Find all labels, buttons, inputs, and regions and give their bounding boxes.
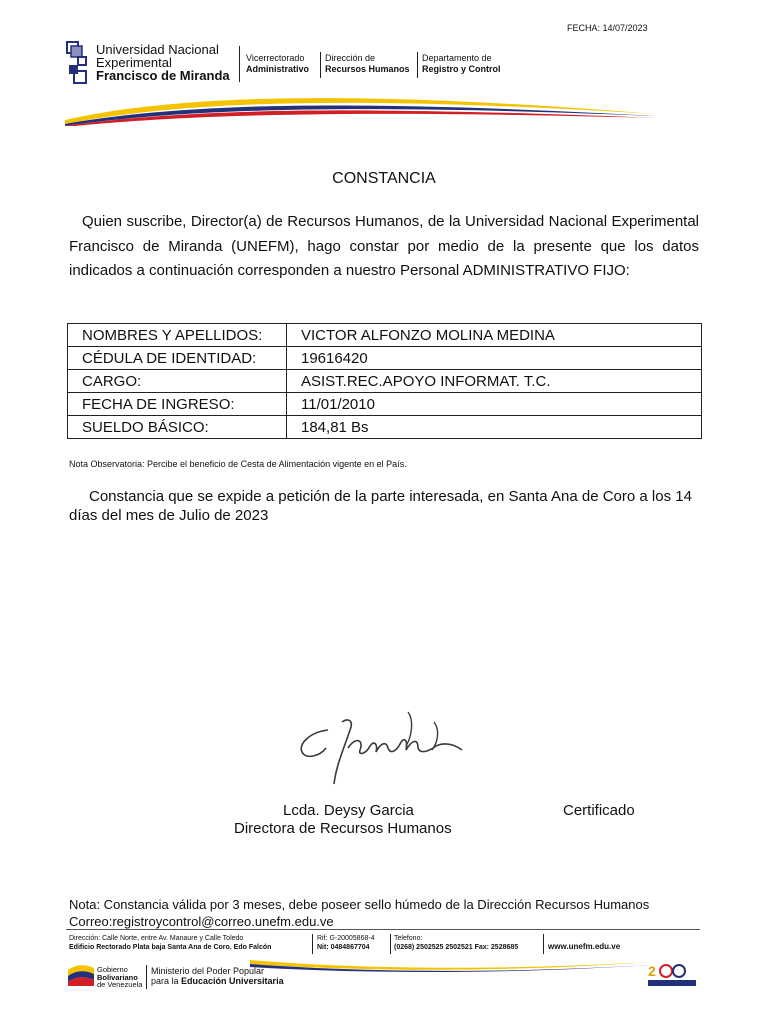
footer-divider [66, 929, 700, 930]
header-direccion [325, 53, 410, 75]
footer-phone [394, 934, 518, 952]
footer-divider [312, 934, 313, 954]
table-label: NOMBRES Y APELLIDOS: [68, 324, 287, 347]
observation-note: Nota Observatoria: Percibe el beneficio de Cesta de Alimentación vigente en el País. [69, 459, 407, 469]
table-row [68, 347, 702, 370]
footer-rif [317, 934, 375, 952]
table-label: CÉDULA DE IDENTIDAD: [68, 347, 287, 370]
header-vicerrectorado [246, 53, 309, 75]
table-label: FECHA DE INGRESO: [68, 393, 287, 416]
ministry-line1: Ministerio del Poder Popular [151, 966, 265, 976]
table-value: VICTOR ALFONZO MOLINA MEDINA [287, 324, 702, 347]
venezuela-flag-icon [68, 962, 94, 986]
certified-label: Certificado [563, 802, 635, 819]
signer-name: Lcda. Deysy Garcia [283, 802, 414, 819]
footer-divider [146, 965, 147, 989]
header-col2-line2: Recursos Humanos [325, 64, 410, 74]
table-value: 11/01/2010 [287, 393, 702, 416]
validity-note-text: Nota: Constancia válida por 3 meses, debe poseer sello húmedo de la Dirección Recursos Humanos [69, 897, 650, 912]
issuance-paragraph [69, 487, 701, 525]
document-title: CONSTANCIA [332, 170, 436, 187]
employee-data-table [67, 323, 702, 439]
table-row [68, 370, 702, 393]
university-logo-icon [66, 41, 90, 87]
header-divider [320, 52, 321, 78]
header-departamento [422, 53, 501, 75]
footer-rif-line2: Nit: 0484867704 [317, 944, 370, 951]
university-name [96, 43, 230, 82]
footer-divider [543, 934, 544, 954]
footer-website: www.unefm.edu.ve [548, 942, 621, 951]
validity-note [69, 896, 699, 930]
table-value: 19616420 [287, 347, 702, 370]
anniversary-logo-icon [646, 960, 698, 988]
table-label: SUELDO BÁSICO: [68, 416, 287, 439]
issuance-text: Constancia que se expide a petición de la parte interesada, en Santa Ana de Coro a los 14 días del mes de Julio de 2023 [69, 488, 692, 524]
table-row [68, 416, 702, 439]
svg-text:2: 2 [648, 963, 656, 979]
intro-paragraph [69, 210, 699, 284]
table-label: CARGO: [68, 370, 287, 393]
handwritten-signature [290, 700, 470, 790]
footer-address-line2: Edificio Rectorado Plata baja Santa Ana de Coro. Edo Falcón [69, 944, 272, 951]
document-date: FECHA: 14/07/2023 [567, 23, 648, 33]
header-divider [239, 46, 240, 82]
table-value: ASIST.REC.APOYO INFORMAT. T.C. [287, 370, 702, 393]
university-name-line1: Universidad Nacional [96, 42, 219, 57]
table-row [68, 393, 702, 416]
footer-phone-line1: Telefono: [394, 935, 423, 942]
header-col2-line1: Dirección de [325, 53, 376, 63]
contact-email: Correo:registroycontrol@correo.unefm.edu.ve [69, 914, 334, 929]
ministry-line2-prefix: para la [151, 976, 182, 986]
intro-text: Quien suscribe, Director(a) de Recursos Humanos, de la Universidad Nacional Experimental Francisco de Miranda (UNEFM), hago constar por medio de la presente que los datos indicados a continuación corresponden a nuestro Personal ADMINISTRATIVO FIJO: [69, 213, 699, 279]
header-flag-swoosh [60, 86, 660, 126]
ministry-line2 [151, 976, 284, 986]
footer-phone-line2: (0268) 2502525 2502521 Fax: 2528685 [394, 944, 519, 951]
government-line2: Bolivariano [97, 972, 138, 982]
government-line3: de Venezuela [97, 980, 143, 989]
table-value: 184,81 Bs [287, 416, 702, 439]
header-divider [417, 52, 418, 78]
government-line1: Gobierno [97, 965, 128, 974]
header-col3-line2: Registro y Control [422, 64, 501, 74]
footer-divider [390, 934, 391, 954]
footer-flag-swoosh [250, 956, 650, 976]
header-col1-line2: Administrativo [246, 64, 310, 74]
footer-address-line1: Dirección: Calle Norte, entre Av. Manaure y Calle Toledo [69, 935, 244, 942]
footer-rif-line1: Rif: G-20005868-4 [317, 935, 375, 942]
footer-address [69, 934, 271, 952]
government-label [97, 966, 142, 989]
header-col3-line1: Departamento de [422, 53, 492, 63]
signer-title: Directora de Recursos Humanos [234, 820, 452, 837]
university-name-line3: Francisco de Miranda [96, 68, 230, 83]
header-col1-line1: Vicerrectorado [246, 53, 305, 63]
table-row [68, 324, 702, 347]
university-name-line2: Experimental [96, 55, 172, 70]
ministry-line2-bold: Educación Universitaria [181, 976, 284, 986]
